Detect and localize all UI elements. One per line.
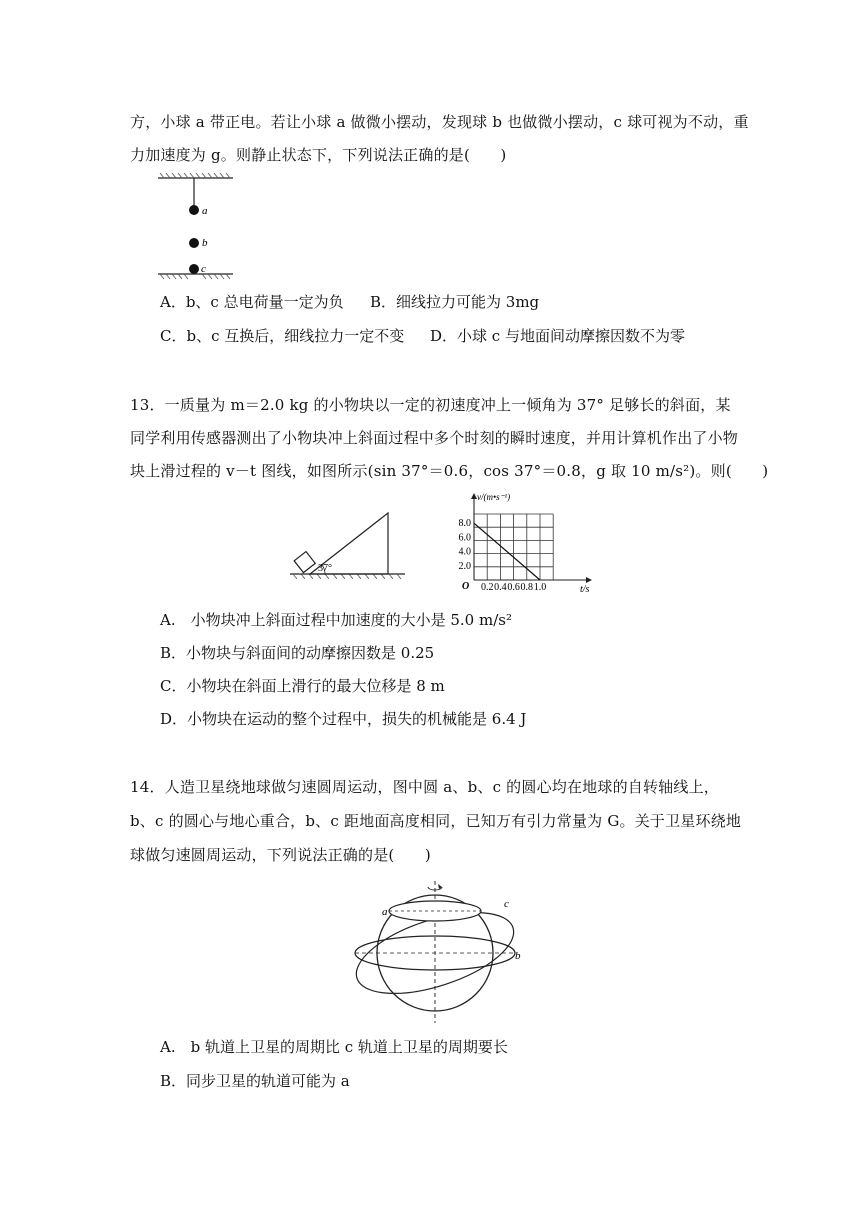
q12-stem-line1: 方，小球 a 带正电。若让小球 a 做微小摆动，发现球 b 也做微小摆动，c 球可视为不动，重 [130,113,749,131]
label-a: a [382,906,388,918]
q12-option-d: D．小球 c 与地面间动摩擦因数不为零 [430,327,685,345]
q13-stem-line1: 13．一质量为 m＝2.0 kg 的小物块以一定的初速度冲上一倾角为 37° 足够长的斜面，某 [130,396,731,414]
label-a: a [202,205,208,217]
q14-stem-line3: 球做匀速圆周运动，下列说法正确的是( ) [130,846,431,864]
block [294,552,315,573]
q14-option-b: B．同步卫星的轨道可能为 a [160,1072,350,1090]
series-line-segment [474,523,540,580]
label-c: c [504,898,509,910]
q13-stem-line3: 块上滑过程的 v－t 图线，如图所示(sin 37°＝0.6，cos 37°＝0.8，g 取 10 m/s²)。则( ) [130,462,769,480]
q13-option-c: C．小物块在斜面上滑行的最大位移是 8 m [160,677,445,695]
q13-incline-figure [285,505,415,585]
q14-stem-line1: 14．人造卫星绕地球做匀速圆周运动，图中圆 a、b、c 的圆心均在地球的自转轴线上， [130,778,719,796]
x-axis-label: t/s [580,584,590,595]
label-b: b [202,237,208,249]
ball-c [189,264,199,274]
ball-b [189,238,199,248]
y-tick-label: 8.0 [458,518,471,530]
x-tick-label: 0.6 [507,582,520,593]
x-tick-label: 1.0 [533,582,547,593]
q12-figure-hanging-balls [155,170,245,282]
label-b: b [515,950,521,962]
x-axis-arrow [586,577,592,583]
angle-label: 37° [318,563,332,574]
label-c: c [201,263,206,275]
q13-option-a: A. 小物块冲上斜面过程中加速度的大小是 5.0 m/s² [160,611,512,629]
x-tick-label: 0.2 [480,582,494,593]
origin-label: O [462,581,470,592]
y-tick-label: 4.0 [458,546,471,558]
ball-a [189,205,199,215]
q13-vt-graph [440,490,600,595]
y-tick-label: 6.0 [458,532,471,544]
y-tick-label: 2.0 [458,560,471,572]
y-axis-label: v/(m•s⁻¹) [477,492,511,502]
q13-option-b: B．小物块与斜面间的动摩擦因数是 0.25 [160,644,435,662]
q14-earth-orbits-figure [350,875,530,1025]
q13-stem-line2: 同学利用传感器测出了小物块冲上斜面过程中多个时刻的瞬时速度，并用计算机作出了小物 [130,429,739,447]
q12-option-a: A．b、c 总电荷量一定为负 [160,293,344,311]
x-tick-label: 0.8 [520,582,534,593]
q14-option-a: A. b 轨道上卫星的周期比 c 轨道上卫星的周期要长 [160,1038,508,1056]
q12-stem-line2: 力加速度为 g。则静止状态下，下列说法正确的是( ) [130,146,507,164]
x-tick-label: 0.4 [494,582,507,593]
q13-option-d: D．小物块在运动的整个过程中，损失的机械能是 6.4 J [160,710,527,728]
graph-grid [474,514,553,580]
q12-option-c: C．b、c 互换后，细线拉力一定不变 [160,327,405,345]
series-line [474,523,540,580]
q12-option-b: B．细线拉力可能为 3mg [370,293,540,311]
q14-stem-line2: b、c 的圆心与地心重合，b、c 距地面高度相同，已知万有引力常量为 G。关于卫星环绕地 [130,812,742,830]
